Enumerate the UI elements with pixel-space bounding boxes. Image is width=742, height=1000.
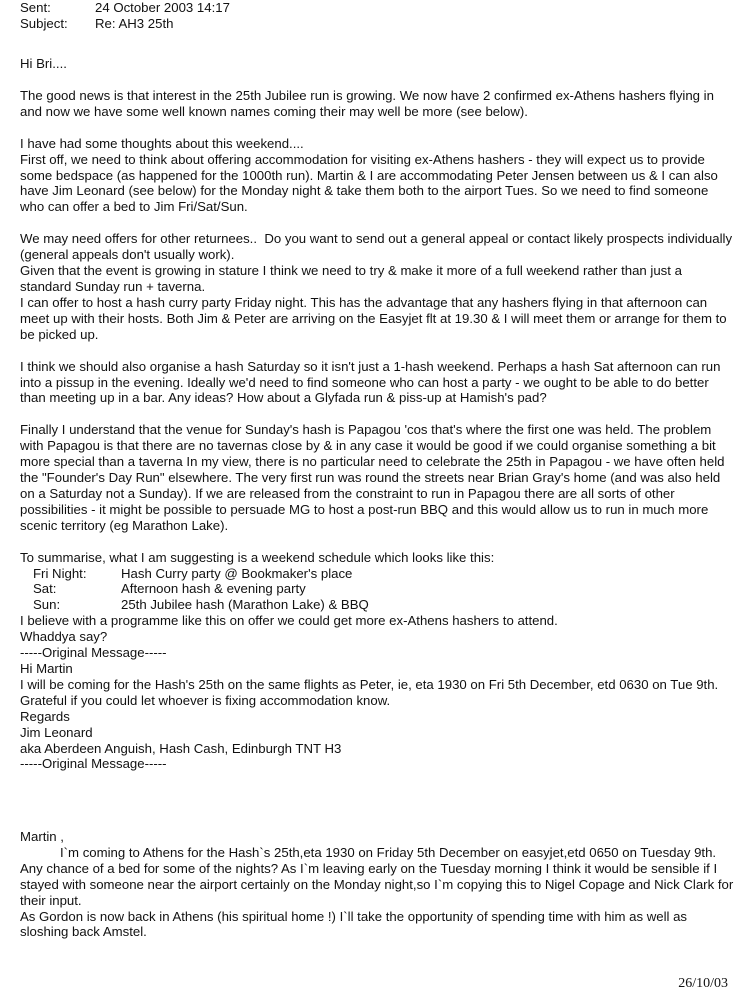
paragraph-papagou: Finally I understand that the venue for Sunday's hash is Papagou 'cos that's where the first one was held. The problem with Papagou is that there are no tavernas close by & in any case it would be good if we could organise something a bit more special than a taverna In my view, there is no particular need to celebrate the 25th in Papagou - we have often held the "Founder's Day Run" elsewhere. The very first run was round the streets near Brian Gray's home (and was also held on a Saturday not a Sunday). If we are released from the constraint to run in Papagou there are all sorts of other possibilities - it might be possible to persuade MG to host a post-run BBQ and this would allow us to run in much more scenic territory (eg Marathon Lake). xyxy=(20,422,729,533)
closing-whaddya: Whaddya say? xyxy=(20,629,108,645)
paragraph-curry-party: I can offer to host a hash curry party Friday night. This has the advantage that any hashers flying in that afternoon can meet up with their hosts. Both Jim & Peter are arriving on the Easyjet flt at 19.30 & I will meet them or arrange for them to be picked up. xyxy=(20,294,731,342)
lower-greeting: Martin , xyxy=(20,829,64,844)
sent-value: 24 October 2003 14:17 xyxy=(95,0,230,15)
original-message-divider: -----Original Message----- xyxy=(20,756,167,772)
original-message-divider: -----Original Message----- xyxy=(20,645,167,661)
footer-date: 26/10/03 xyxy=(678,976,728,991)
schedule-row xyxy=(20,566,736,582)
quoted-signature-aka: aka Aberdeen Anguish, Hash Cash, Edinburgh TNT H3 xyxy=(20,740,342,756)
quoted-greeting: Hi Martin xyxy=(20,661,73,676)
quoted-regards: Regards xyxy=(20,708,70,724)
summary-intro: To summarise, what I am suggesting is a weekend schedule which looks like this: xyxy=(20,549,495,565)
paragraph-accommodation: First off, we need to think about offering accommodation for visiting ex-Athens hashers - they will expect us to provide some bedspace (as happened for the 1000th run). Martin & I are accommodating Peter Jensen between us & I can also have Jim Leonard (see below) for the Monday night & take them both to the airport Tues. So we need to find someone who can offer a bed to Jim Fri/Sat/Sun. xyxy=(20,151,722,215)
quoted-message: I will be coming for the Hash's 25th on the same flights as Peter, ie, eta 1930 on Fri 5th December, etd 0630 on Tue 9th. Grateful if you could let whoever is fixing accommodation know. xyxy=(20,676,722,708)
schedule-item: Hash Curry party @ Bookmaker's place xyxy=(121,565,353,581)
subject-value: Re: AH3 25th xyxy=(95,16,174,31)
schedule-row xyxy=(20,597,736,613)
paragraph-good-news: The good news is that interest in the 25th Jubilee run is growing. We now have 2 confirmed ex-Athens hashers flying in and now we have some well known names coming their may well be more (see below). xyxy=(20,87,718,119)
lower-line-coming xyxy=(20,845,736,861)
paragraph-returnees: We may need offers for other returnees.. Do you want to send out a general appeal or contact likely prospects individually (general appeals don't usually work). xyxy=(20,231,736,263)
schedule-day: Fri Night: xyxy=(33,565,87,581)
lower-line-gordon: As Gordon is now back in Athens (his spiritual home !) I`ll take the opportunity of spending time with him as well as sloshing back Amstel. xyxy=(20,908,691,940)
greeting: Hi Bri.... xyxy=(20,56,67,71)
lower-line-bed: Any chance of a bed for some of the nights? As I`m leaving early on the Tuesday morning I think it would be sensible if I stayed with someone near the airport certainly on the Monday night,so I`m copying this to Nigel Copage and Nick Clark for their input. xyxy=(20,860,737,908)
closing-programme: I believe with a programme like this on offer we could get more ex-Athens hashers to attend. xyxy=(20,613,558,629)
paragraph-full-weekend: Given that the event is growing in stature I think we need to try & make it more of a full weekend rather than just a standard Sunday run + taverna. xyxy=(20,263,686,294)
schedule-day: Sat: xyxy=(33,581,57,597)
schedule-item: 25th Jubilee hash (Marathon Lake) & BBQ xyxy=(121,597,369,613)
quoted-signature-name: Jim Leonard xyxy=(20,724,93,740)
subject-label: Subject: xyxy=(20,16,68,31)
quoted-original-message xyxy=(20,829,736,940)
paragraph-saturday-hash: I think we should also organise a hash Saturday so it isn't just a 1-hash weekend. Perhaps a hash Sat afternoon can run into a pissup in the evening. Ideally we'd need to find someone who can host a party - we ought to be able to do better than meeting up in a bar. Any ideas? How about a Glyfada run & piss-up at Hamish's pad? xyxy=(20,358,725,406)
schedule-list xyxy=(20,566,736,614)
lower-line-coming-text: I`m coming to Athens for the Hash`s 25th,eta 1930 on Friday 5th December on easyjet,etd 0650 on Tuesday 9th. xyxy=(60,844,717,860)
paragraph-thoughts-intro: I have had some thoughts about this weekend.... xyxy=(20,135,304,151)
email-body xyxy=(20,56,736,772)
schedule-row xyxy=(20,581,736,597)
schedule-item: Afternoon hash & evening party xyxy=(121,581,306,597)
schedule-day: Sun: xyxy=(33,597,61,613)
sent-label: Sent: xyxy=(20,0,51,15)
email-header xyxy=(20,0,230,32)
